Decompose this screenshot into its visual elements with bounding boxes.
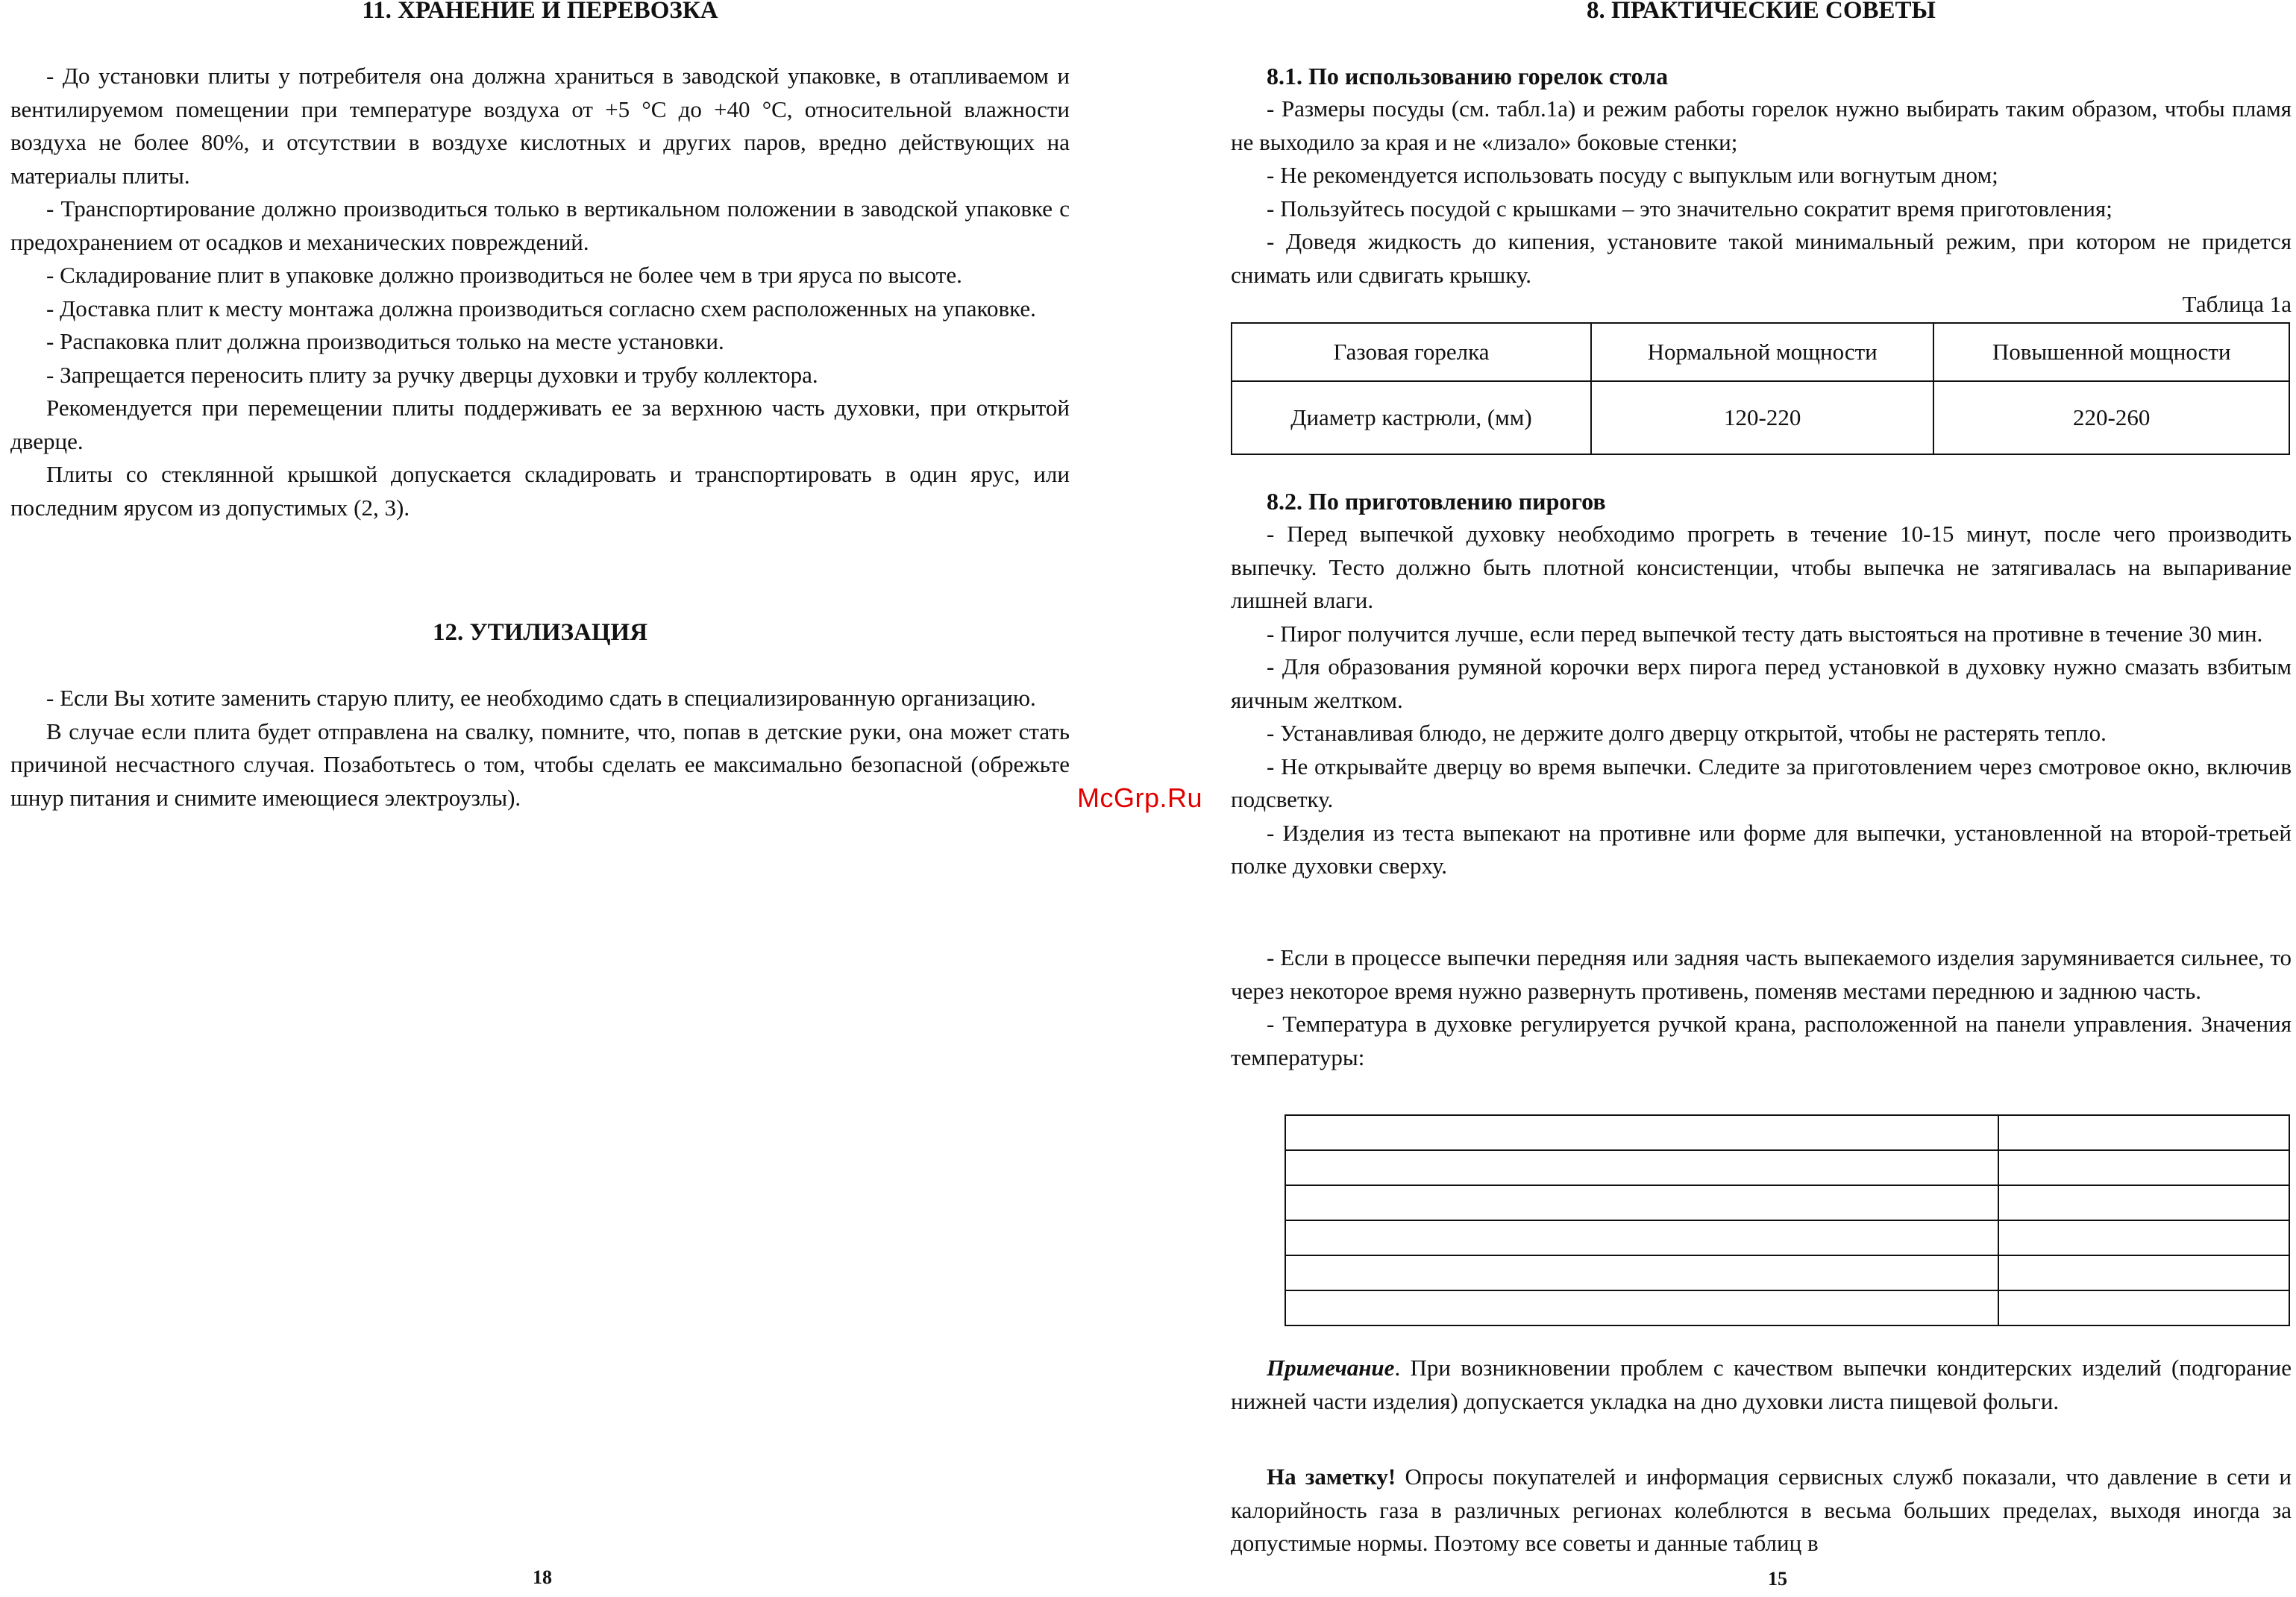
table-row bbox=[1285, 1115, 2289, 1150]
section-12-title: 12. УТИЛИЗАЦИЯ bbox=[432, 619, 648, 646]
note bbox=[1231, 1352, 2292, 1418]
table-cell: Диаметр кастрюли, (мм) bbox=[1232, 381, 1591, 454]
table-cell bbox=[1998, 1290, 2289, 1325]
table-cell bbox=[1998, 1150, 2289, 1185]
paragraph: - Пользуйтесь посудой с крышками – это значительно сократит время приготовления; bbox=[1267, 195, 2112, 222]
paragraph: - Устанавливая блюдо, не держите долго дверцу открытой, чтобы не растерять тепло. bbox=[1267, 720, 2107, 746]
table-cell: 120-220 bbox=[1591, 381, 1933, 454]
paragraph: - Транспортирование должно производиться только в вертикальном положении в заводской упаковке с предохранением от осадков и механических повреждений. bbox=[10, 195, 1070, 255]
table-cell bbox=[1285, 1255, 1998, 1290]
paragraph: - Не рекомендуется использовать посуду с выпуклым или вогнутым дном; bbox=[1267, 162, 1998, 188]
paragraph: - Распаковка плит должна производиться только на месте установки. bbox=[46, 328, 724, 354]
paragraph: В случае если плита будет отправлена на свалку, помните, что, попав в детские руки, она может стать причиной несчастного случая. Позаботьтесь о том, чтобы сделать ее максимально безопасной (обрежьте шнур питания и снимите имеющиеся электроузлы). bbox=[10, 718, 1070, 811]
subsection-8-1 bbox=[1231, 60, 2292, 292]
section-11-title: 11. ХРАНЕНИЕ И ПЕРЕВОЗКА bbox=[362, 0, 718, 24]
table-row bbox=[1285, 1185, 2289, 1220]
paragraph: - Перед выпечкой духовку необходимо прогреть в течение 10-15 минут, после чего производить выпечку. Тесто должно быть плотной консистенции, чтобы выпечка не затягивалась на выпаривание лишней влаги. bbox=[1231, 521, 2292, 613]
table-cell: Газовая горелка bbox=[1232, 323, 1591, 381]
table-cell: Повышенной мощности bbox=[1933, 323, 2289, 381]
paragraph: - Не открывайте дверцу во время выпечки. Следите за приготовлением через смотровое окно, включив подсветку. bbox=[1231, 753, 2292, 812]
section-8-title: 8. ПРАКТИЧЕСКИЕ СОВЕТЫ bbox=[1587, 0, 1936, 24]
table-cell bbox=[1285, 1185, 1998, 1220]
paragraph: - Изделия из теста выпекают на противне или форме для выпечки, установленной на второй-третьей полке духовки сверху. bbox=[1231, 819, 2292, 879]
table-row bbox=[1285, 1150, 2289, 1185]
subsection-title: 8.1. По использованию горелок стола bbox=[1267, 63, 1669, 90]
paragraph: - Пирог получится лучше, если перед выпечкой тесту дать выстояться на противне в течение 30 мин. bbox=[1267, 620, 2263, 647]
section-12-body bbox=[10, 682, 1070, 815]
paragraph: Рекомендуется при перемещении плиты поддерживать ее за верхнюю часть духовки, при открытой дверце. bbox=[10, 395, 1070, 454]
right-page bbox=[1231, 0, 2292, 1597]
watermark: McGrp.Ru bbox=[1077, 782, 1203, 813]
table-row bbox=[1285, 1290, 2289, 1325]
burner-table bbox=[1231, 322, 2290, 455]
table-cell: Нормальной мощности bbox=[1591, 323, 1933, 381]
table-caption: Таблица 1а bbox=[2182, 291, 2292, 317]
page-number: 18 bbox=[533, 1566, 552, 1588]
paragraph: - Складирование плит в упаковке должно производиться не более чем в три яруса по высоте. bbox=[46, 262, 962, 288]
paragraph: - Запрещается переносить плиту за ручку дверцы духовки и трубу коллектора. bbox=[46, 361, 818, 388]
paragraph: - Если Вы хотите заменить старую плиту, ее необходимо сдать в специализированную организацию. bbox=[46, 685, 1036, 711]
table-cell bbox=[1285, 1115, 1998, 1150]
section-11-body bbox=[10, 60, 1070, 524]
table-header-row bbox=[1232, 323, 2289, 381]
table-cell bbox=[1998, 1220, 2289, 1255]
table-cell bbox=[1998, 1255, 2289, 1290]
memo-paragraph: На заметку! Опросы покупателей и информация сервисных служб показали, что давление в сети и калорийность газа в различных регионах колеблются в весьма больших пределах, выходя иногда за допустимые нормы. Поэтому все советы и данные таблиц в bbox=[1231, 1463, 2292, 1556]
table-cell bbox=[1285, 1220, 1998, 1255]
memo bbox=[1231, 1460, 2292, 1560]
note-label: Примечание bbox=[1267, 1355, 1395, 1381]
table-cell bbox=[1285, 1150, 1998, 1185]
paragraph: - Доставка плит к месту монтажа должна производиться согласно схем расположенных на упаковке. bbox=[46, 295, 1036, 321]
table-row bbox=[1285, 1255, 2289, 1290]
left-page bbox=[10, 0, 1070, 1597]
table-cell bbox=[1285, 1290, 1998, 1325]
page-number: 15 bbox=[1768, 1568, 1787, 1590]
table-cell bbox=[1998, 1185, 2289, 1220]
table-row bbox=[1285, 1220, 2289, 1255]
paragraph: - Размеры посуды (см. табл.1а) и режим работы горелок нужно выбирать таким образом, чтобы пламя не выходило за края и не «лизало» боковые стенки; bbox=[1231, 95, 2292, 155]
paragraph: Плиты со стеклянной крышкой допускается складировать и транспортировать в один ярус, или последним ярусом из допустимых (2, 3). bbox=[10, 461, 1070, 521]
subsection-8-2-continued bbox=[1231, 941, 2292, 1074]
table-row bbox=[1232, 381, 2289, 454]
memo-label: На заметку! bbox=[1267, 1463, 1396, 1490]
paragraph: - Для образования румяной корочки верх пирога перед установкой в духовку нужно смазать взбитым яичным желтком. bbox=[1231, 653, 2292, 713]
table-cell bbox=[1998, 1115, 2289, 1150]
paragraph: - До установки плиты у потребителя она должна храниться в заводской упаковке, в отапливаемом и вентилируемом помещении при температуре воздуха от +5 °С до +40 °С, относительной влажности воздуха не более 80%, и отсутствии в воздухе кислотных и других паров, вредно действующих на материалы плиты. bbox=[10, 63, 1070, 189]
table-cell: 220-260 bbox=[1933, 381, 2289, 454]
note-paragraph: Примечание. При возникновении проблем с качеством выпечки кондитерских изделий (подгорание нижней части изделия) допускается укладка на дно духовки листа пищевой фольги. bbox=[1231, 1355, 2292, 1414]
subsection-title: 8.2. По приготовлению пирогов bbox=[1267, 488, 1606, 515]
paragraph: - Температура в духовке регулируется ручкой крана, расположенной на панели управления. Значения температуры: bbox=[1231, 1011, 2292, 1070]
temperature-table bbox=[1285, 1114, 2290, 1326]
paragraph: - Доведя жидкость до кипения, установите такой минимальный режим, при котором не придется снимать или сдвигать крышку. bbox=[1231, 228, 2292, 288]
subsection-8-2 bbox=[1231, 485, 2292, 883]
paragraph: - Если в процессе выпечки передняя или задняя часть выпекаемого изделия зарумянивается сильнее, то через некоторое время нужно развернуть противень, поменяв местами переднюю и заднюю часть. bbox=[1231, 944, 2292, 1004]
